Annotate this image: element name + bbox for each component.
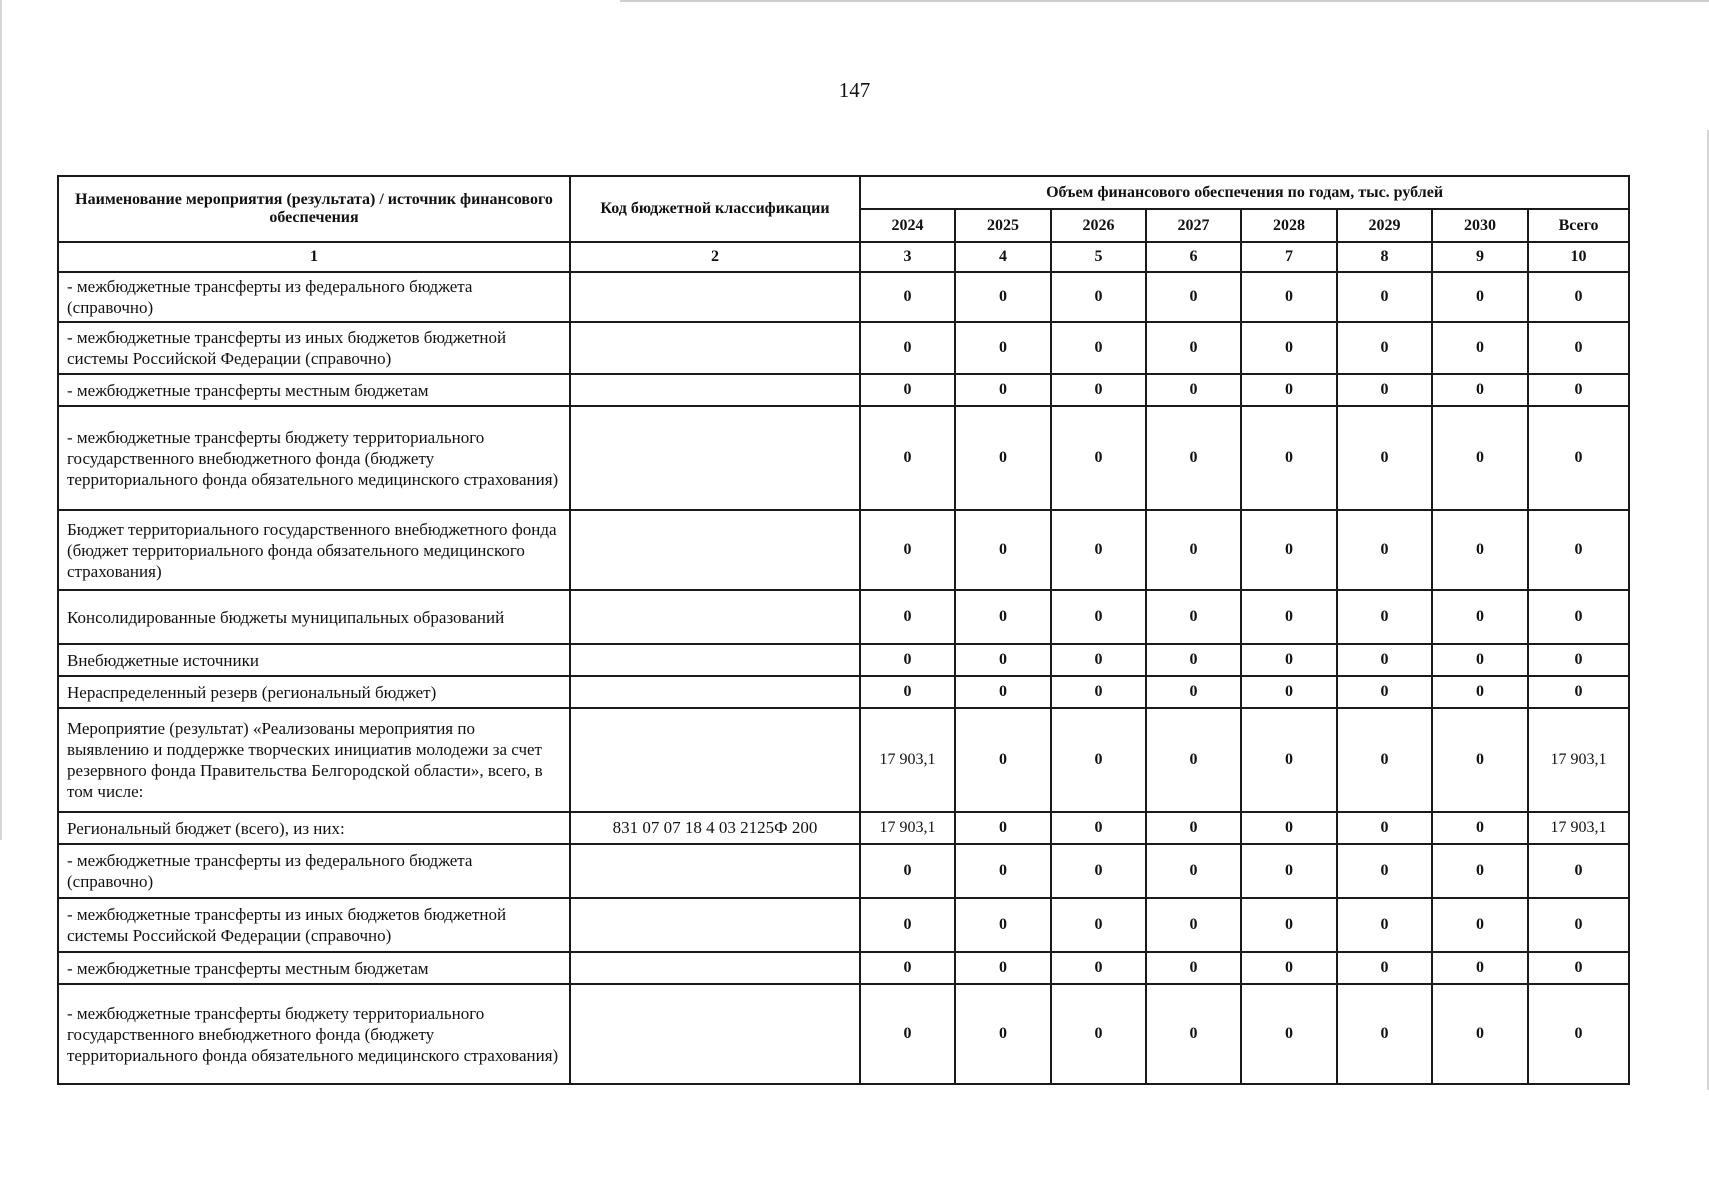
- column-number-cell: 3: [860, 242, 955, 272]
- header-year-cell: 2030: [1432, 209, 1528, 242]
- row-value-cell: 0: [1337, 898, 1432, 952]
- row-code-cell: [570, 708, 860, 812]
- row-value-cell: 0: [955, 812, 1051, 844]
- row-value-cell: 0: [1146, 984, 1241, 1084]
- table-row: [58, 676, 1629, 708]
- header-year-cell: 2025: [955, 209, 1051, 242]
- row-value-cell: 0: [1241, 406, 1337, 510]
- row-value-cell: 0: [1432, 984, 1528, 1084]
- row-value-cell: 0: [1432, 952, 1528, 984]
- row-value-cell: 0: [1337, 374, 1432, 406]
- header-code-cell: Код бюджетной классификации: [570, 176, 860, 242]
- row-value-cell: 0: [955, 676, 1051, 708]
- row-value-cell: 0: [1146, 322, 1241, 374]
- row-value-cell: 0: [1051, 812, 1146, 844]
- row-value-cell: 0: [955, 898, 1051, 952]
- row-value-cell: 0: [1241, 676, 1337, 708]
- row-value-cell: 0: [860, 510, 955, 590]
- row-value-cell: 0: [1432, 406, 1528, 510]
- row-value-cell: 17 903,1: [1528, 708, 1629, 812]
- row-value-cell: 0: [1337, 510, 1432, 590]
- header-year-cell: 2024: [860, 209, 955, 242]
- row-value-cell: 0: [955, 644, 1051, 676]
- row-value-cell: 0: [1432, 844, 1528, 898]
- row-value-cell: 0: [1051, 984, 1146, 1084]
- row-value-cell: 0: [1337, 844, 1432, 898]
- row-code-cell: [570, 406, 860, 510]
- column-number-cell: 10: [1528, 242, 1629, 272]
- row-value-cell: 0: [860, 984, 955, 1084]
- scan-edge-top: [620, 0, 1709, 2]
- row-value-cell: 0: [955, 322, 1051, 374]
- row-value-cell: 0: [1241, 590, 1337, 644]
- row-value-cell: 17 903,1: [1528, 812, 1629, 844]
- row-value-cell: 0: [1528, 952, 1629, 984]
- row-value-cell: 0: [1241, 374, 1337, 406]
- row-name-cell: - межбюджетные трансферты бюджету территориального государственного внебюджетного фонда (бюджету территориального фонда обязательного медицинского страхования): [58, 984, 570, 1084]
- row-value-cell: 0: [1337, 406, 1432, 510]
- row-value-cell: 0: [955, 708, 1051, 812]
- row-value-cell: 0: [1241, 844, 1337, 898]
- row-value-cell: 0: [955, 406, 1051, 510]
- row-value-cell: 0: [860, 322, 955, 374]
- row-name-cell: Внебюджетные источники: [58, 644, 570, 676]
- row-value-cell: 0: [1241, 510, 1337, 590]
- row-code-cell: [570, 676, 860, 708]
- table-row: [58, 406, 1629, 510]
- header-year-cell: 2029: [1337, 209, 1432, 242]
- row-value-cell: 0: [1432, 590, 1528, 644]
- row-value-cell: 0: [955, 272, 1051, 322]
- row-name-cell: - межбюджетные трансферты из федерального бюджета (справочно): [58, 272, 570, 322]
- table-row: [58, 952, 1629, 984]
- row-value-cell: 0: [1528, 898, 1629, 952]
- row-value-cell: 0: [1432, 510, 1528, 590]
- row-value-cell: 0: [1337, 644, 1432, 676]
- row-value-cell: 0: [955, 952, 1051, 984]
- header-row-top: [58, 176, 1629, 209]
- row-value-cell: 0: [1337, 676, 1432, 708]
- row-value-cell: 0: [1241, 952, 1337, 984]
- row-value-cell: 0: [860, 676, 955, 708]
- row-value-cell: 0: [955, 590, 1051, 644]
- row-value-cell: 0: [860, 406, 955, 510]
- row-value-cell: 0: [1528, 676, 1629, 708]
- row-value-cell: 0: [1432, 644, 1528, 676]
- row-name-cell: Мероприятие (результат) «Реализованы мероприятия по выявлению и поддержке творческих инициатив молодежи за счет резервного фонда Правительства Белгородской области», всего, в том числе:: [58, 708, 570, 812]
- row-value-cell: 0: [1241, 898, 1337, 952]
- table-row: [58, 898, 1629, 952]
- row-value-cell: 0: [1051, 510, 1146, 590]
- header-year-cell: Всего: [1528, 209, 1629, 242]
- header-volume-cell: Объем финансового обеспечения по годам, тыс. рублей: [860, 176, 1629, 209]
- table-row: [58, 812, 1629, 844]
- row-name-cell: - межбюджетные трансферты из федерального бюджета (справочно): [58, 844, 570, 898]
- column-number-row: [58, 242, 1629, 272]
- row-value-cell: 0: [1337, 590, 1432, 644]
- row-value-cell: 0: [1051, 590, 1146, 644]
- column-number-cell: 5: [1051, 242, 1146, 272]
- row-value-cell: 0: [1146, 644, 1241, 676]
- column-number-cell: 4: [955, 242, 1051, 272]
- row-value-cell: 0: [955, 844, 1051, 898]
- row-value-cell: 0: [1337, 272, 1432, 322]
- row-value-cell: 0: [1432, 374, 1528, 406]
- row-value-cell: 17 903,1: [860, 812, 955, 844]
- row-code-cell: [570, 984, 860, 1084]
- row-name-cell: Нераспределенный резерв (региональный бюджет): [58, 676, 570, 708]
- column-number-cell: 6: [1146, 242, 1241, 272]
- row-value-cell: 0: [860, 644, 955, 676]
- row-name-cell: - межбюджетные трансферты из иных бюджетов бюджетной системы Российской Федерации (справочно): [58, 898, 570, 952]
- row-code-cell: [570, 272, 860, 322]
- row-value-cell: 0: [1051, 898, 1146, 952]
- row-value-cell: 0: [1432, 812, 1528, 844]
- header-year-cell: 2027: [1146, 209, 1241, 242]
- column-number-cell: 8: [1337, 242, 1432, 272]
- row-value-cell: 0: [1528, 374, 1629, 406]
- table-row: [58, 272, 1629, 322]
- row-value-cell: 0: [1051, 844, 1146, 898]
- column-number-cell: 1: [58, 242, 570, 272]
- row-value-cell: 0: [1241, 708, 1337, 812]
- row-value-cell: 0: [1241, 322, 1337, 374]
- row-value-cell: 0: [860, 952, 955, 984]
- row-value-cell: 0: [1241, 984, 1337, 1084]
- row-value-cell: 0: [1146, 898, 1241, 952]
- row-value-cell: 0: [1337, 812, 1432, 844]
- row-value-cell: 0: [955, 510, 1051, 590]
- row-value-cell: 0: [1146, 952, 1241, 984]
- row-code-cell: [570, 844, 860, 898]
- financing-table: [57, 175, 1630, 1085]
- row-value-cell: 0: [1337, 952, 1432, 984]
- row-value-cell: 0: [1146, 708, 1241, 812]
- row-value-cell: 0: [1337, 708, 1432, 812]
- row-value-cell: 0: [1337, 984, 1432, 1084]
- row-value-cell: 0: [1051, 272, 1146, 322]
- row-value-cell: 0: [1146, 272, 1241, 322]
- row-value-cell: 0: [1432, 272, 1528, 322]
- row-value-cell: 0: [1146, 812, 1241, 844]
- row-name-cell: - межбюджетные трансферты местным бюджетам: [58, 952, 570, 984]
- row-value-cell: 0: [860, 898, 955, 952]
- scan-edge-left: [0, 0, 2, 840]
- row-value-cell: 0: [1051, 644, 1146, 676]
- table-row: [58, 708, 1629, 812]
- table-row: [58, 590, 1629, 644]
- table-row: [58, 984, 1629, 1084]
- row-name-cell: Региональный бюджет (всего), из них:: [58, 812, 570, 844]
- column-number-cell: 7: [1241, 242, 1337, 272]
- row-name-cell: - межбюджетные трансферты из иных бюджетов бюджетной системы Российской Федерации (справочно): [58, 322, 570, 374]
- row-code-cell: [570, 952, 860, 984]
- row-value-cell: 0: [1051, 952, 1146, 984]
- row-name-cell: Консолидированные бюджеты муниципальных образований: [58, 590, 570, 644]
- row-value-cell: 0: [1146, 406, 1241, 510]
- column-number-cell: 9: [1432, 242, 1528, 272]
- row-name-cell: - межбюджетные трансферты местным бюджетам: [58, 374, 570, 406]
- header-year-cell: 2026: [1051, 209, 1146, 242]
- row-code-cell: [570, 374, 860, 406]
- table-row: [58, 510, 1629, 590]
- row-value-cell: 0: [1241, 644, 1337, 676]
- row-name-cell: Бюджет территориального государственного внебюджетного фонда (бюджет территориального фонда обязательного медицинского страхования): [58, 510, 570, 590]
- row-value-cell: 0: [1051, 322, 1146, 374]
- table-row: [58, 374, 1629, 406]
- row-value-cell: 0: [1051, 374, 1146, 406]
- row-value-cell: 0: [1051, 406, 1146, 510]
- row-code-cell: [570, 898, 860, 952]
- row-value-cell: 0: [860, 844, 955, 898]
- row-value-cell: 0: [1528, 272, 1629, 322]
- row-value-cell: 0: [1528, 406, 1629, 510]
- table-row: [58, 844, 1629, 898]
- row-value-cell: 0: [1432, 322, 1528, 374]
- row-value-cell: 0: [1051, 676, 1146, 708]
- row-code-cell: 831 07 07 18 4 03 2125Ф 200: [570, 812, 860, 844]
- row-value-cell: 0: [1528, 984, 1629, 1084]
- row-value-cell: 0: [1146, 510, 1241, 590]
- row-value-cell: 0: [860, 590, 955, 644]
- row-value-cell: 0: [1051, 708, 1146, 812]
- row-value-cell: 0: [1528, 844, 1629, 898]
- row-value-cell: 0: [1432, 708, 1528, 812]
- row-value-cell: 0: [1146, 844, 1241, 898]
- row-value-cell: 0: [1337, 322, 1432, 374]
- row-code-cell: [570, 644, 860, 676]
- row-value-cell: 0: [1241, 272, 1337, 322]
- page-number: 147: [838, 78, 871, 102]
- row-value-cell: 0: [860, 272, 955, 322]
- row-value-cell: 0: [1432, 676, 1528, 708]
- row-name-cell: - межбюджетные трансферты бюджету территориального государственного внебюджетного фонда (бюджету территориального фонда обязательного медицинского страхования): [58, 406, 570, 510]
- row-value-cell: 0: [1241, 812, 1337, 844]
- row-code-cell: [570, 322, 860, 374]
- row-value-cell: 0: [955, 374, 1051, 406]
- row-value-cell: 0: [1528, 510, 1629, 590]
- table-row: [58, 322, 1629, 374]
- column-number-cell: 2: [570, 242, 860, 272]
- row-value-cell: 0: [860, 374, 955, 406]
- row-value-cell: 0: [1528, 590, 1629, 644]
- row-value-cell: 0: [955, 984, 1051, 1084]
- row-code-cell: [570, 510, 860, 590]
- table-row: [58, 644, 1629, 676]
- row-value-cell: 17 903,1: [860, 708, 955, 812]
- row-value-cell: 0: [1528, 322, 1629, 374]
- row-value-cell: 0: [1146, 676, 1241, 708]
- table-body: [58, 272, 1629, 1084]
- row-value-cell: 0: [1146, 590, 1241, 644]
- row-value-cell: 0: [1432, 898, 1528, 952]
- header-name-cell: Наименование мероприятия (результата) / источник финансового обеспечения: [58, 176, 570, 242]
- header-year-cell: 2028: [1241, 209, 1337, 242]
- row-code-cell: [570, 590, 860, 644]
- row-value-cell: 0: [1146, 374, 1241, 406]
- row-value-cell: 0: [1528, 644, 1629, 676]
